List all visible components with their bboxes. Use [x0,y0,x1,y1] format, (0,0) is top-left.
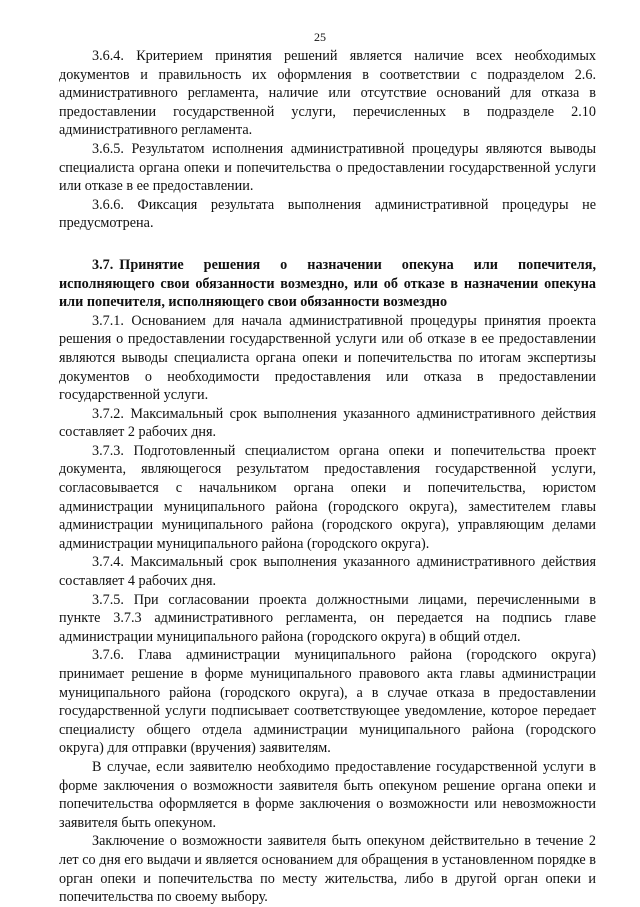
paragraph-3-7-5: 3.7.5. При согласовании проекта должностными лицами, перечисленными в пункте 3.7.3 административного регламента, он передается на подпись главе администрации муниципального района (городского округа) в общий отдел. [59,591,596,645]
paragraph-3-7-3: 3.7.3. Подготовленный специалистом органа опеки и попечительства проект документа, являющегося результатом предоставления государственной услуги, согласовывается с начальником органа опеки и попечительства, юристом администрации муниципального района (городского округа), заместителем главы администрации муниципального района (городского округа), управляющим делами администрации муниципального района (городского округа). [59,442,596,552]
paragraph-3-6-5: 3.6.5. Результатом исполнения административной процедуры являются выводы специалиста органа опеки и попечительства о предоставлении государственной услуги или отказе в ее предоставлении. [59,140,596,195]
page-number: 25 [314,30,326,44]
paragraph-3-6-4: 3.6.4. Критерием принятия решений является наличие всех необходимых документов и правильность их оформления в соответствии с подразделом 2.6. административного регламента, наличие или отсутствие оснований для отказа в предоставлении государственной услуги, перечисленных в подразделе 2.10 административного регламента. [59,48,596,139]
paragraph-3-7-1: 3.7.1. Основанием для начала административной процедуры принятия проекта решения о предоставлении государственной услуги или об отказе в ее предоставлении являются выводы специалиста органа опеки и попечительства по итогам экспертизы документов о необходимости предоставления или отказа в предоставлении государственной услуги. [59,312,596,404]
paragraph-conclusion-validity: Заключение о возможности заявителя быть опекуном действительно в течение 2 лет со дня его выдачи и является основанием для обращения в установленном порядке в орган опеки и попечительства по месту жительства, либо в другой орган опеки и попечительства по своему выбору. [59,833,596,906]
paragraph-3-7-4: 3.7.4. Максимальный срок выполнения указанного административного действия составляет 4 рабочих дня. [59,554,596,590]
paragraph-guardian-conclusion-form: В случае, если заявителю необходимо предоставление государственной услуги в форме заключения о возможности заявителя быть опекуном решение органа опеки и попечительства оформляется в форме заключения о возможности или невозможности заявителя быть опекуном. [59,758,596,831]
section-title: Принятие решения о назначении опекуна или попечителя, исполняющего свои обязанности возмездно, или об отказе в назначении опекуна или попечителя, исполняющего свои обязанности возмездно [59,256,596,311]
paragraph-3-6-6: 3.6.6. Фиксация результата выполнения административной процедуры не предусмотрена. [59,196,596,232]
section-heading-3-7 [59,256,596,312]
document-body [59,47,596,907]
paragraph-3-7-2: 3.7.2. Максимальный срок выполнения указанного административного действия составляет 2 рабочих дня. [59,405,596,441]
paragraph-3-7-6: 3.7.6. Глава администрации муниципального района (городского округа) принимает решение в форме муниципального правового акта главы администрации муниципального района (городского округа), а в случае отказа в предоставлении государственной услуги подписывает соответствующее уведомление, которое передает специалисту общего отдела администрации муниципального района (городского округа) для отправки (вручения) заявителям. [59,647,596,757]
section-number: 3.7. [92,256,114,273]
